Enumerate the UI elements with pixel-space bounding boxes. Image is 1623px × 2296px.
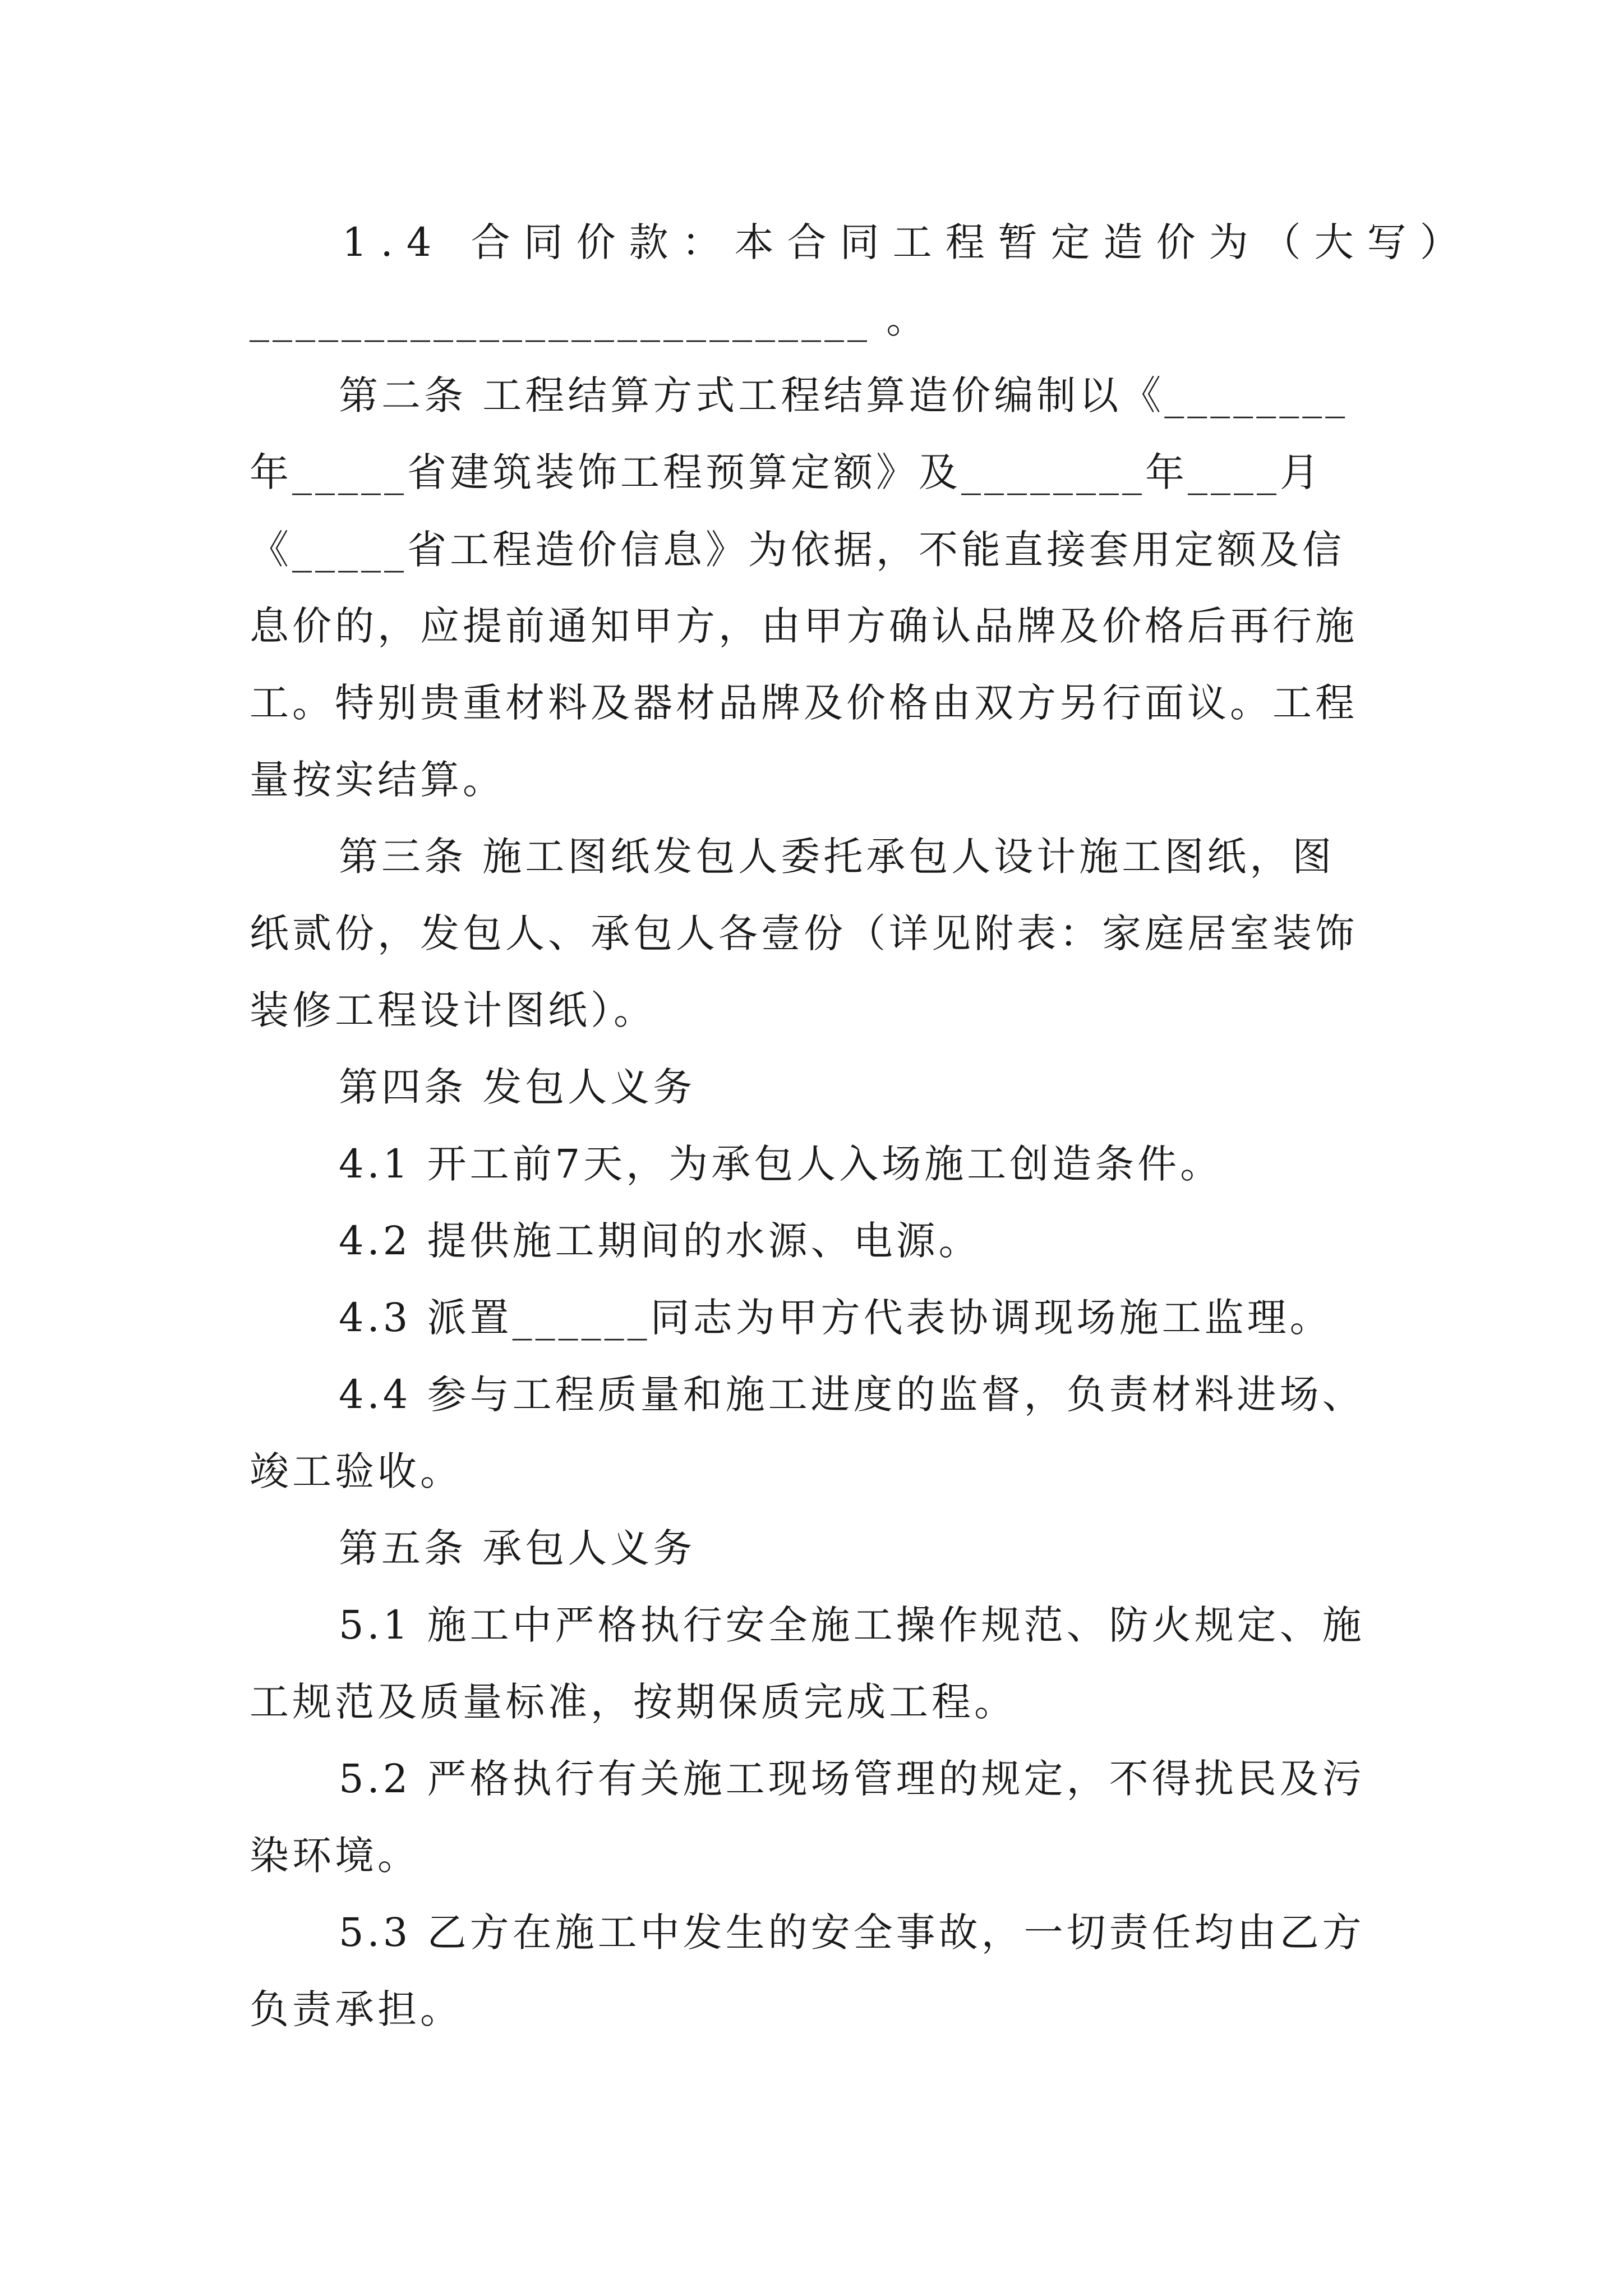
clause-1-4-contract-price: 1.4 合同价款：本合同工程暂定造价为（大写） [342,219,1473,265]
article-4-heading: 第四条 发包人义务 [339,1064,696,1110]
clause-5-1-line-2: 工规范及质量标准，按期保质完成工程。 [250,1679,1017,1725]
clause-5-3-line-2: 负责承担。 [250,1986,463,2032]
clause-4-4-line-1: 4.4 参与工程质量和施工进度的监督，负责材料进场、 [339,1372,1365,1418]
article-2-settlement-line-5: 工。特别贵重材料及器材品牌及价格由双方另行面议。工程 [250,680,1358,726]
clause-5-3-line-1: 5.3 乙方在施工中发生的安全事故，一切责任均由乙方 [339,1910,1365,1955]
article-2-settlement-line-1: 第二条 工程结算方式工程结算造价编制以《________ [339,372,1349,418]
article-3-drawings-line-1: 第三条 施工图纸发包人委托承包人设计施工图纸，图 [339,834,1335,880]
article-2-settlement-line-6: 量按实结算。 [250,757,505,803]
contract-price-blank-line: ___________________________ 。 [250,296,929,342]
clause-4-3: 4.3 派置______同志为甲方代表协调现场施工监理。 [339,1295,1332,1341]
article-5-heading: 第五条 承包人义务 [339,1525,696,1571]
clause-4-1: 4.1 开工前7天，为承包人入场施工创造条件。 [339,1141,1223,1187]
article-2-settlement-line-4: 息价的，应提前通知甲方，由甲方确认品牌及价格后再行施 [250,603,1358,649]
clause-4-4-line-2: 竣工验收。 [250,1448,463,1494]
article-2-settlement-line-3: 《_____省工程造价信息》为依据，不能直接套用定额及信 [250,527,1345,573]
clause-5-2-line-1: 5.2 严格执行有关施工现场管理的规定，不得扰民及污 [339,1756,1365,1802]
clause-5-2-line-2: 染环境。 [250,1833,420,1879]
article-2-settlement-line-2: 年_____省建筑装饰工程预算定额》及________年____月 [250,449,1322,495]
clause-5-1-line-1: 5.1 施工中严格执行安全施工操作规范、防火规定、施 [339,1602,1365,1648]
article-3-drawings-line-3: 装修工程设计图纸）。 [250,987,656,1033]
article-3-drawings-line-2: 纸贰份，发包人、承包人各壹份（详见附表：家庭居室装饰 [250,910,1358,956]
clause-4-2: 4.2 提供施工期间的水源、电源。 [339,1218,981,1264]
